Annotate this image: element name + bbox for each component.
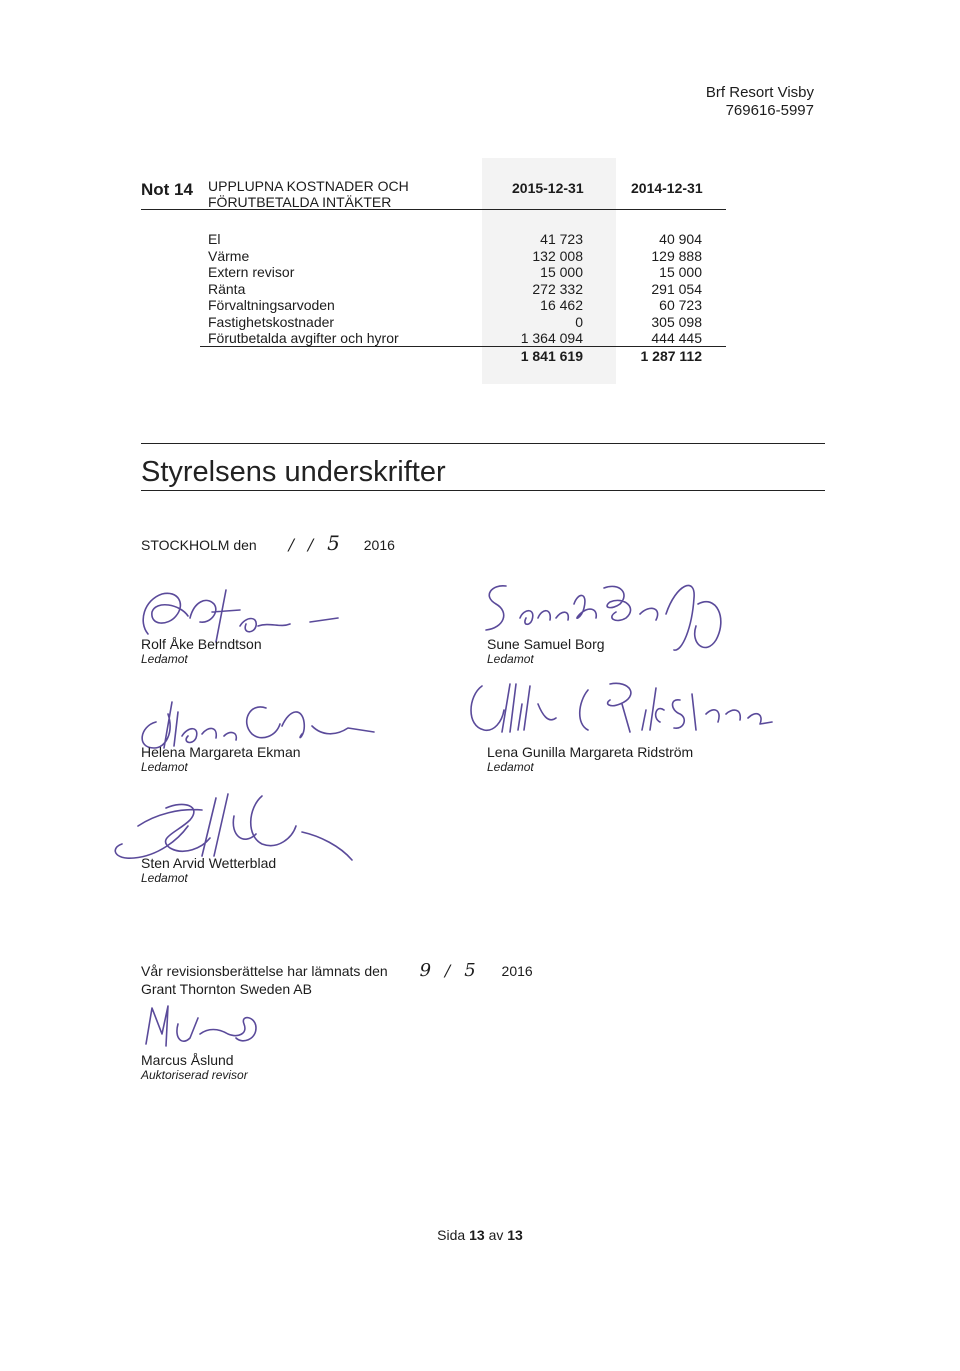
audit-firm: Grant Thornton Sweden AB (141, 981, 312, 997)
signer-wetterblad (141, 855, 276, 885)
footer-of: av (488, 1227, 504, 1243)
signer-name: Helena Margareta Ekman (141, 744, 301, 760)
handwritten-day: / (288, 535, 294, 554)
total-rule (200, 346, 726, 347)
signer-ridstrom (487, 744, 693, 774)
column-values-2015 (473, 231, 583, 347)
date-year: 2016 (363, 537, 395, 553)
auditor (141, 1052, 248, 1082)
signer-borg (487, 636, 605, 666)
column-header-2015: 2015-12-31 (512, 180, 584, 196)
column-header-2014: 2014-12-31 (631, 180, 703, 196)
signer-ekman (141, 744, 301, 774)
audit-statement (141, 962, 533, 998)
value-2014-varme: 129 888 (651, 247, 702, 264)
place-label: STOCKHOLM den (141, 537, 257, 553)
row-label-extern-revisor: Extern revisor (208, 264, 295, 280)
column-values-2014 (592, 231, 702, 347)
row-label-forvaltningsarvoden: Förvaltningsarvoden (208, 297, 335, 313)
section-rule-bottom (141, 490, 825, 491)
footer-page: 13 (469, 1227, 485, 1243)
org-number: 769616-5997 (725, 102, 814, 119)
page-footer (0, 1227, 960, 1243)
signer-name: Sune Samuel Borg (487, 636, 605, 652)
signer-role: Ledamot (487, 760, 534, 774)
company-name: Brf Resort Visby (705, 84, 814, 101)
document-header (706, 84, 814, 120)
signature-aslund (138, 994, 278, 1054)
footer-prefix: Sida (437, 1227, 466, 1243)
total-2014: 1 287 112 (640, 348, 702, 364)
signer-name: Sten Arvid Wetterblad (141, 855, 277, 871)
value-2015-el: 41 723 (540, 231, 583, 247)
signer-role: Ledamot (141, 652, 188, 666)
date-separator: / (307, 535, 314, 554)
audit-day: 9 (419, 960, 432, 981)
section-title: Styrelsens underskrifter (141, 456, 446, 488)
value-2015-varme: 132 008 (532, 247, 583, 264)
row-label-el: El (208, 231, 221, 247)
handwritten-month: 5 (327, 531, 340, 555)
auditor-role: Auktoriserad revisor (141, 1068, 248, 1082)
signature-ridstrom (460, 674, 780, 744)
value-2014-forutbetalda: 444 445 (651, 330, 702, 346)
audit-line (141, 962, 533, 980)
note-number: Not 14 (141, 180, 193, 199)
audit-year: 2016 (501, 963, 533, 979)
value-2014-extern-revisor: 15 000 (659, 264, 702, 280)
footer-total: 13 (507, 1227, 523, 1243)
value-2015-forutbetalda: 1 364 094 (520, 330, 583, 346)
note-row-labels (208, 231, 399, 347)
value-2014-el: 40 904 (659, 231, 702, 247)
place-date-line (141, 531, 395, 555)
value-2015-fastighetskostnader: 0 (575, 313, 583, 330)
value-2014-forvaltningsarvoden: 60 723 (659, 297, 702, 313)
signer-role: Ledamot (141, 871, 188, 885)
audit-text: Vår revisionsberättelse har lämnats den (141, 963, 388, 979)
header-rule (141, 209, 726, 210)
note-title-line1: UPPLUPNA KOSTNADER OCH (208, 178, 409, 194)
signer-berndtson (141, 636, 262, 666)
value-2015-forvaltningsarvoden: 16 462 (540, 297, 583, 313)
value-2015-extern-revisor: 15 000 (540, 264, 583, 280)
signer-name: Rolf Åke Berndtson (141, 636, 262, 652)
row-label-fastighetskostnader: Fastighetskostnader (208, 313, 335, 330)
value-2014-ranta: 291 054 (651, 280, 702, 297)
note-title-line2: FÖRUTBETALDA INTÄKTER (208, 194, 392, 210)
audit-month: 5 (464, 960, 476, 981)
row-label-varme: Värme (208, 247, 250, 264)
audit-date-separator: / (444, 961, 451, 980)
auditor-name: Marcus Åslund (141, 1052, 234, 1068)
value-2014-fastighetskostnader: 305 098 (651, 313, 702, 330)
value-2015-ranta: 272 332 (532, 280, 583, 297)
total-2015: 1 841 619 (520, 348, 583, 364)
section-rule-top (141, 443, 825, 444)
signer-name: Lena Gunilla Margareta Ridström (487, 744, 694, 760)
note-title (208, 178, 409, 210)
row-label-ranta: Ränta (208, 280, 246, 297)
signer-role: Ledamot (141, 760, 188, 774)
row-label-forutbetalda: Förutbetalda avgifter och hyror (208, 330, 399, 346)
signer-role: Ledamot (487, 652, 534, 666)
